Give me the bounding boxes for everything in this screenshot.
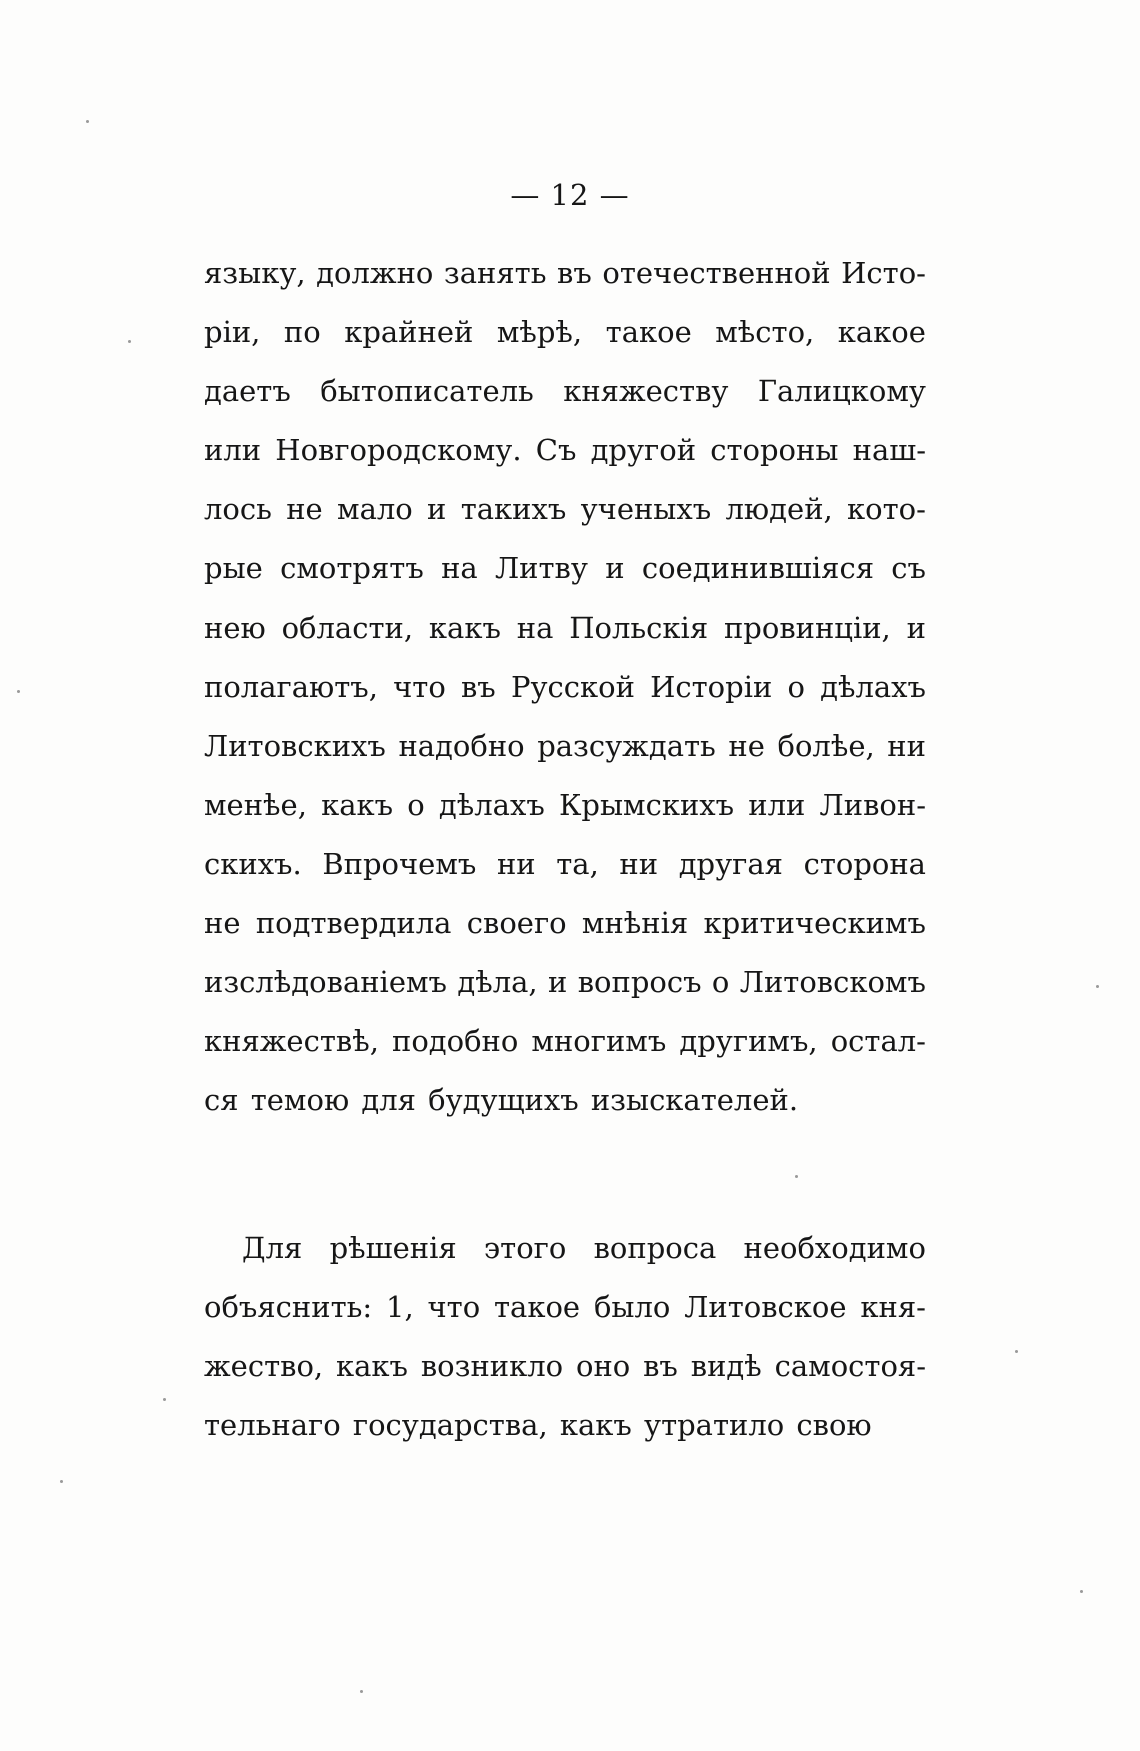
- word: не: [728, 728, 765, 763]
- word: и: [605, 551, 625, 586]
- scan-speck: [360, 1690, 363, 1693]
- word: другой: [590, 433, 697, 468]
- word: въ: [460, 669, 496, 704]
- word: кото-: [847, 492, 926, 527]
- word: и: [427, 492, 447, 527]
- word: мало: [337, 492, 413, 527]
- word: полагаютъ,: [204, 669, 378, 704]
- word: тельнаго: [204, 1408, 341, 1443]
- scan-speck: [795, 1175, 798, 1178]
- paragraph: [204, 1219, 926, 1455]
- word: вопроса: [593, 1231, 717, 1265]
- word: на: [516, 610, 554, 645]
- word: или: [748, 787, 806, 822]
- text-line: [204, 776, 926, 835]
- word: языку,: [204, 256, 306, 290]
- word: о: [787, 669, 805, 704]
- word: для: [361, 1083, 416, 1118]
- word: области,: [281, 610, 414, 645]
- word: оно: [576, 1349, 631, 1384]
- text-line: [204, 1071, 926, 1130]
- word: нею: [204, 610, 266, 645]
- word: подобно: [391, 1024, 519, 1059]
- word: Литву: [494, 551, 588, 586]
- word: Съ: [535, 433, 577, 468]
- word: даетъ: [204, 374, 291, 409]
- word: необходимо: [743, 1231, 926, 1265]
- text-line: [204, 1337, 926, 1396]
- word: болѣе,: [777, 728, 875, 763]
- word: съ: [891, 551, 926, 586]
- word: занять: [443, 256, 547, 290]
- word: Литовское: [684, 1290, 847, 1325]
- word: менѣе,: [204, 787, 307, 822]
- word: надобно: [398, 728, 525, 763]
- word: этого: [483, 1231, 567, 1265]
- text-line: [204, 953, 926, 1012]
- text-line: [204, 539, 926, 598]
- word: изыскателей.: [590, 1083, 799, 1118]
- word: мнѣнiя: [581, 906, 689, 941]
- word: людей,: [725, 492, 833, 527]
- word: о: [711, 965, 730, 1000]
- word: стороны: [710, 433, 839, 468]
- word: какъ: [321, 787, 394, 822]
- word: Литовскихъ: [204, 728, 386, 763]
- text-line: [204, 244, 926, 303]
- text-line: [204, 1219, 926, 1278]
- word: должно: [316, 256, 434, 290]
- word: подтвердила: [255, 906, 452, 941]
- word: въ: [557, 256, 592, 290]
- word: та,: [556, 846, 599, 881]
- word: рiи,: [204, 315, 261, 350]
- word: рые: [204, 551, 263, 586]
- scan-speck: [128, 340, 131, 343]
- word: Исторiи: [650, 669, 773, 704]
- word: разсуждать: [537, 728, 716, 763]
- word: ни: [887, 728, 926, 763]
- word: ся: [204, 1083, 239, 1118]
- word: самостоя-: [774, 1349, 926, 1384]
- word: сторона: [803, 846, 926, 881]
- word: своего: [466, 906, 567, 941]
- word: или: [204, 433, 262, 468]
- word: что: [393, 669, 446, 704]
- word: бытописатель: [320, 374, 534, 409]
- word: государства,: [352, 1408, 548, 1443]
- word: какое: [837, 315, 926, 350]
- word: дѣлахъ: [438, 787, 545, 822]
- word: Ливон-: [819, 787, 926, 822]
- word: по: [283, 315, 321, 350]
- word: темою: [250, 1083, 350, 1118]
- scan-speck: [86, 120, 89, 123]
- scan-speck: [1080, 1590, 1083, 1593]
- word: видѣ: [690, 1349, 762, 1384]
- word: ни: [496, 846, 536, 881]
- word: не: [286, 492, 323, 527]
- word: свою: [796, 1408, 872, 1443]
- scan-speck: [163, 1398, 166, 1401]
- word: и: [548, 965, 568, 1000]
- text-line: [204, 1278, 926, 1337]
- word: будущихъ: [428, 1083, 579, 1118]
- word: Польскiя: [569, 610, 709, 645]
- word: княжеству: [563, 374, 729, 409]
- word: утратило: [644, 1408, 785, 1443]
- word: было: [593, 1290, 671, 1325]
- word: не: [204, 906, 241, 941]
- word: рѣшенiя: [329, 1231, 457, 1265]
- scan-speck: [17, 690, 20, 693]
- word: провинцiи,: [723, 610, 891, 645]
- word: Литовскомъ: [739, 965, 926, 1000]
- word: критическимъ: [703, 906, 926, 941]
- word: смотрятъ: [280, 551, 424, 586]
- word: княжествѣ,: [204, 1024, 379, 1059]
- text-line: [204, 362, 926, 421]
- word: на: [441, 551, 478, 586]
- word: такихъ: [460, 492, 567, 527]
- word: о: [407, 787, 425, 822]
- text-line: [204, 421, 926, 480]
- word: отечественной: [602, 256, 831, 290]
- word: многимъ: [531, 1024, 667, 1059]
- word: остал-: [830, 1024, 926, 1059]
- word: кня-: [860, 1290, 926, 1325]
- word: ученыхъ: [580, 492, 712, 527]
- scan-speck: [1015, 1350, 1018, 1353]
- word: соединившiяся: [641, 551, 874, 586]
- word: Исто-: [841, 256, 926, 290]
- word: дѣла,: [457, 965, 538, 1000]
- word: вопросъ: [577, 965, 702, 1000]
- word: другая: [678, 846, 783, 881]
- text-line: [204, 835, 926, 894]
- text-line: [204, 303, 926, 362]
- text-line: [204, 1012, 926, 1071]
- word: Впрочемъ: [322, 846, 477, 881]
- page-number: — 12 —: [510, 178, 630, 212]
- word: что: [427, 1290, 481, 1325]
- text-line: [204, 599, 926, 658]
- word: лось: [204, 492, 272, 527]
- word: возникло: [420, 1349, 564, 1384]
- scan-speck: [1096, 985, 1099, 988]
- word: въ: [643, 1349, 678, 1384]
- text-line: [204, 717, 926, 776]
- paragraph: [204, 244, 926, 1130]
- word: Новгородскому.: [275, 433, 522, 468]
- word: какъ: [559, 1408, 632, 1443]
- word: крайней: [344, 315, 474, 350]
- word: такое: [605, 315, 692, 350]
- word: Галицкому: [757, 374, 926, 409]
- word: 1,: [386, 1290, 414, 1325]
- word: наш-: [852, 433, 926, 468]
- word: жество,: [204, 1349, 324, 1384]
- word: другимъ,: [679, 1024, 818, 1059]
- word: какъ: [428, 610, 501, 645]
- scan-speck: [60, 1480, 63, 1483]
- word: ни: [619, 846, 659, 881]
- word: Крымскихъ: [558, 787, 735, 822]
- word: такое: [494, 1290, 581, 1325]
- text-line: [204, 894, 926, 953]
- word: какъ: [336, 1349, 408, 1384]
- word: скихъ.: [204, 846, 302, 881]
- word: Для: [242, 1231, 303, 1265]
- word: Русской: [510, 669, 635, 704]
- word: и: [906, 610, 926, 645]
- text-line: [204, 1396, 926, 1455]
- word: изслѣдованiемъ: [204, 965, 448, 1000]
- word: дѣлахъ: [820, 669, 926, 704]
- word: мѣрѣ,: [496, 315, 583, 350]
- text-line: [204, 480, 926, 539]
- word: мѣсто,: [715, 315, 815, 350]
- word: объяснить:: [204, 1290, 373, 1325]
- text-line: [204, 658, 926, 717]
